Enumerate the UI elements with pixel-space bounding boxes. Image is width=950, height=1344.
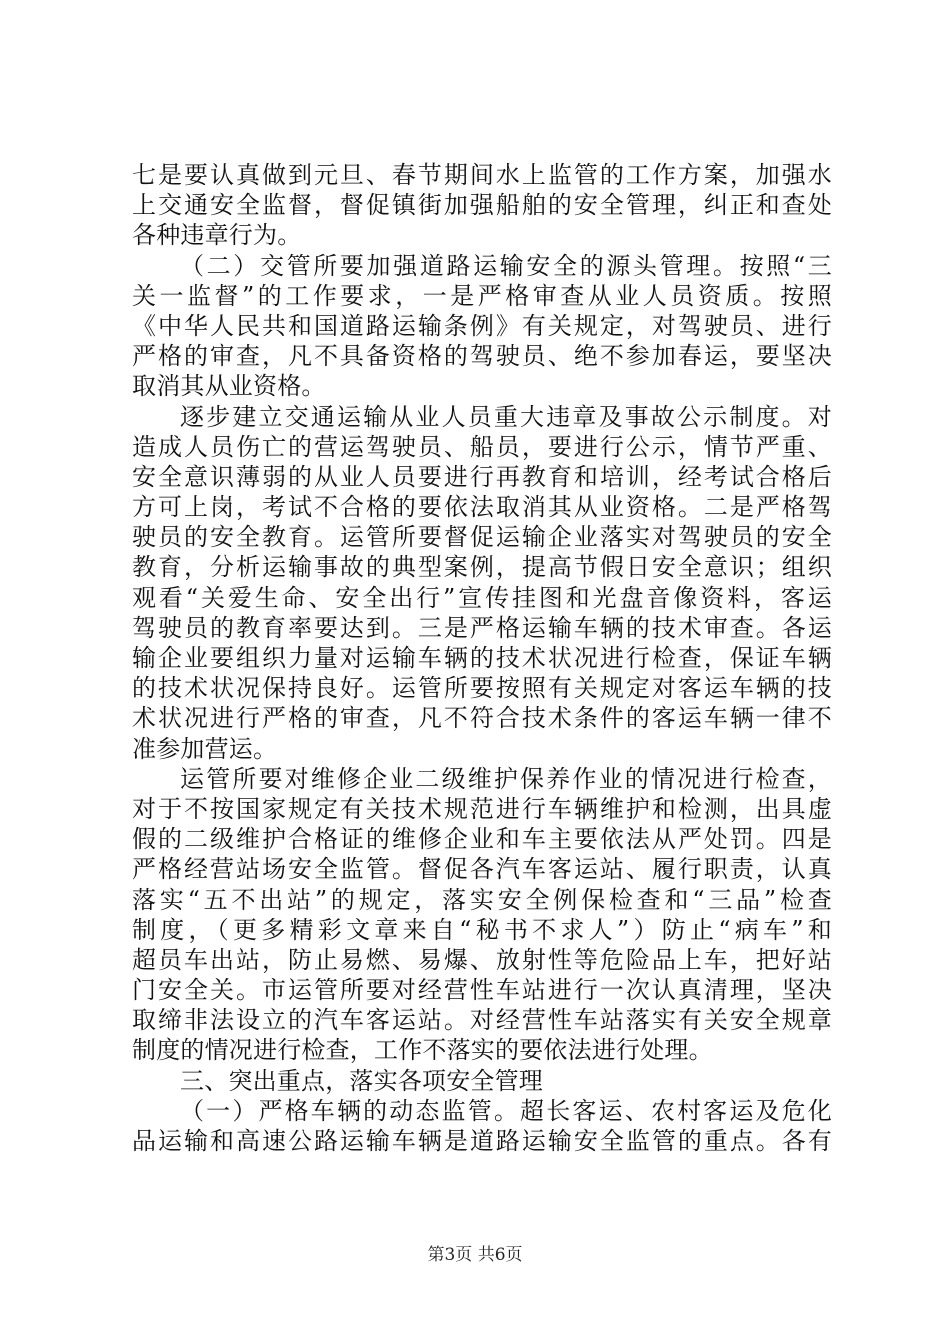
text-line: 驾驶员的教育率要达到。三是严格运输车辆的技术审查。各运	[132, 613, 832, 642]
text-line: 方可上岗，考试不合格的要依法取消其从业资格。二是严格驾	[132, 493, 832, 522]
text-line: 输企业要组织力量对运输车辆的技术状况进行检查，保证车辆	[132, 644, 832, 672]
paragraph	[132, 1096, 832, 1156]
text-line: 术状况进行严格的审查，凡不符合技术条件的客运车辆一律不	[132, 704, 832, 733]
text-line: 逐步建立交通运输从业人员重大违章及事故公示制度。对	[180, 402, 832, 431]
text-line: 落实“五不出站”的规定，落实安全例保检查和“三品”检查	[132, 885, 832, 914]
text-line: 制度的情况进行检查，工作不落实的要依法进行处理。	[132, 1036, 713, 1065]
text-line: 的技术状况保持良好。运管所要按照有关规定对客运车辆的技	[132, 674, 832, 703]
text-line: 安全意识薄弱的从业人员要进行再教育和培训，经考试合格后	[132, 462, 832, 491]
text-line: 假的二级维护合格证的维修企业和车主要依法从严处罚。四是	[132, 825, 832, 854]
text-line: 严格经营站场安全监管。督促各汽车客运站、履行职责，认真	[132, 855, 832, 884]
text-line: （二）交管所要加强道路运输安全的源头管理。按照“三	[180, 251, 832, 280]
text-line: 上交通安全监督，督促镇街加强船舶的安全管理，纠正和查处	[132, 191, 832, 220]
paragraph	[132, 402, 832, 764]
text-line: 取消其从业资格。	[132, 372, 326, 401]
text-line: 观看“关爱生命、安全出行”宣传挂图和光盘音像资料，客运	[132, 583, 832, 612]
text-line: 七是要认真做到元旦、春节期间水上监管的工作方案，加强水	[132, 161, 832, 189]
text-line: 教育，分析运输事故的典型案例，提高节假日安全意识；组织	[132, 553, 832, 582]
text-line: 各种违章行为。	[132, 221, 302, 250]
text-line: 关一监督”的工作要求，一是严格审查从业人员资质。按照	[132, 281, 832, 310]
text-line: 驶员的安全教育。运管所要督促运输企业落实对驾驶员的安全	[132, 523, 832, 552]
paragraph	[132, 764, 832, 1066]
paragraph	[132, 160, 832, 251]
text-line: 严格的审查，凡不具备资格的驾驶员、绝不参加春运，要坚决	[132, 342, 832, 371]
text-line: 造成人员伤亡的营运驾驶员、船员，要进行公示，情节严重、	[132, 432, 832, 461]
text-line: 取缔非法设立的汽车客运站。对经营性车站落实有关安全规章	[132, 1006, 832, 1035]
paragraph	[132, 251, 832, 402]
paragraph	[132, 1066, 832, 1096]
text-line: 《中华人民共和国道路运输条例》有关规定，对驾驶员、进行	[132, 311, 832, 340]
text-line: 制度，（更多精彩文章来自“秘书不求人”）防止“病车”和	[132, 915, 832, 944]
text-line: 超员车出站，防止易燃、易爆、放射性等危险品上车，把好站	[132, 945, 832, 974]
text-line: 对于不按国家规定有关技术规范进行车辆维护和检测，出具虚	[132, 794, 832, 823]
text-line: 品运输和高速公路运输车辆是道路运输安全监管的重点。各有	[132, 1127, 832, 1155]
text-line: 准参加营运。	[132, 734, 278, 763]
page-footer: 第3页 共6页	[427, 1245, 523, 1265]
text-line: 三、突出重点，落实各项安全管理	[180, 1066, 543, 1095]
text-line: 运管所要对维修企业二级维护保养作业的情况进行检查，	[180, 764, 832, 793]
document-body	[132, 160, 832, 1156]
text-line: 门安全关。市运管所要对经营性车站进行一次认真清理，坚决	[132, 976, 832, 1005]
text-line: （一）严格车辆的动态监管。超长客运、农村客运及危化	[180, 1096, 832, 1125]
